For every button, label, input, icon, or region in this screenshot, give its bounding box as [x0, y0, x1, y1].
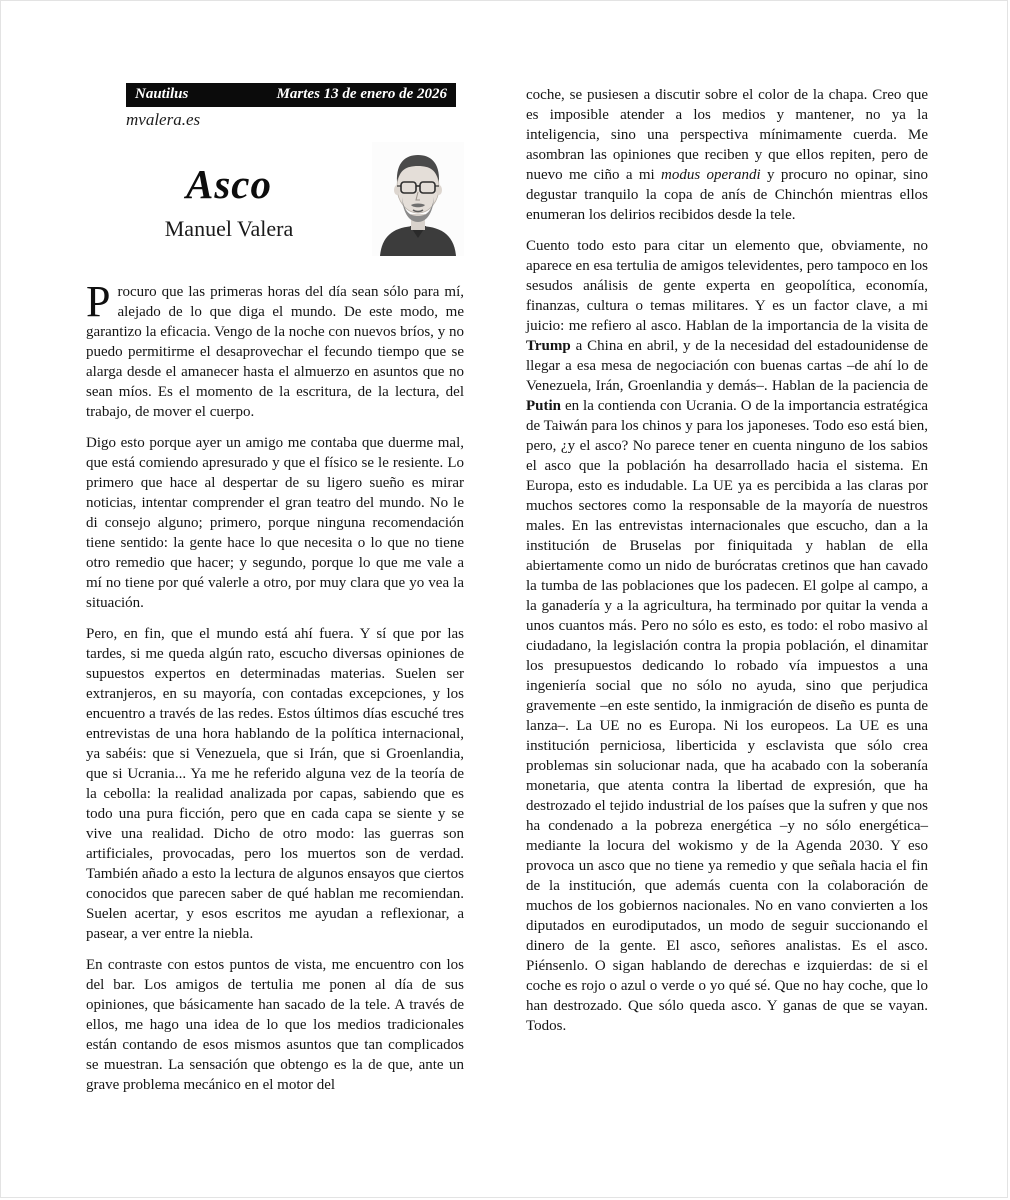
title-block: [86, 130, 372, 242]
author-portrait-image: [372, 142, 464, 256]
column-right: [526, 83, 928, 1106]
drop-cap: P: [86, 277, 111, 326]
article-paragraph: Cuento todo esto para citar un elemento que, obviamente, no aparece en esa tertulia de amigos televidentes, pero tampoco en los sesudos análisis de gente experta en geopolítica, economía, finanzas, cultura o temas militares. Y es un factor clave, a mi juicio: me refiero al asco. Hablan de la importancia de la visita de Trump a China en abril, y de la necesidad del estadounidense de llegar a esa mesa de negociación con buenas cartas –de ahí lo de Venezuela, Irán, Groenlandia y demás–. Hablan de la paciencia de Putin en la contienda con Ucrania. O de la importancia estratégica de Taiwán para los chinos y para los japoneses. Todo eso está bien, pero, ¿y el asco? No parece tener en cuenta ninguno de los sabios el asco que la población ha desarrollado hacia el sistema. En Europa, esto es indudable. La UE ya es percibida a las claras por muchos sectores como la responsable de la mayoría de nuestros males. En las entrevistas internacionales que escucho, dan a la institución de Bruselas por finiquitada y hablan de ella abiertamente como un nido de burócratas cretinos que han cavado la tumba de las poblaciones que los padecen. El golpe al campo, a la ganadería y a la agricultura, ha terminado por quitar la venda a unos cuantos más. Pero no sólo es esto, es todo: el robo masivo al ciudadano, la legislación contra la propia población, el dinamitar los presupuestos dedicando lo robado vía impuestos a una ingeniería social que no sólo no ayuda, sino que perjudica gravemente –en este sentido, la inmigración de diseño es punta de lanza–. La UE no es Europa. Ni los europeos. La UE es una institución perniciosa, liberticida y esclavista que sólo crea problemas sin solucionar nada, que ha acabado con la soberanía monetaria, que atenta contra la libertad de expresión, que ha destrozado el tejido industrial de los países que la sufren y que nos ha condenado a la pobreza energética –y no sólo energética– mediante la locura del wokismo y de la Agenda 2030. Y eso provoca un asco que no tiene ya remedio y que señala hacia el fin de la institución, que además cuenta con la colaboración de muchos de los gobiernos nacionales. No en vano convierten a los diputados en eurodiputados, un modo de seguir succionando el dinero de la gente. El asco, señores analistas. Es el asco. Piénsenlo. O sigan hablando de derechas e izquierdas: de si el coche es rojo o azul o verde o yo qué sé. Que no hay coche, que lo han destrozado. Que sólo queda asco. Y ganas de que se vayan. Todos.: [526, 238, 928, 1034]
left-column-text: [86, 277, 464, 1095]
article-paragraph: Digo esto porque ayer un amigo me contaba que duerme mal, que está comiendo apresurado y que el físico se le resiente. Lo primero que hace al despertar de su ligero sueño es mirar noticias, intentar comprender el gran teatro del mundo. No le di consejo alguno; primero, porque ninguna recomendación tiene sentido: la gente hace lo que necesita o lo que no tiene otro remedio que hacer; y segundo, porque lo que me vale a mí no tiene por qué valerle a otro, por muy clara que yo vea la situación.: [86, 435, 464, 611]
article-title: Asco: [186, 161, 272, 207]
masthead-date: Martes 13 de enero de 2026: [276, 86, 447, 102]
site-url: mvalera.es: [126, 110, 201, 129]
article-paragraph: Procuro que las primeras horas del día sean sólo para mí, alejado de lo que diga el mundo. De este modo, me garantizo la eficacia. Vengo de la noche con nuevos bríos, y no puedo permitirme el desaprovechar el fecundo tiempo que se alarga desde el amanecer hasta el almuerzo en asuntos que no sean míos. Es el momento de la escritura, de la lectura, del trabajo, de mover el cuerpo.: [86, 277, 464, 420]
article-paragraph: coche, se pusiesen a discutir sobre el color de la chapa. Creo que es imposible atender a los medios y mantener, no ya la inteligencia, sino una perspectiva mínimamente cuerda. Me asombran las opiniones que reciben y que ellos repiten, pero de nuevo me ciño a mi modus operandi y procuro no opinar, sino degustar tranquilo la copa de anís de Chinchón mientras ellos enumeran los delirios recibidos desde la tele.: [526, 87, 928, 223]
article-paragraph: Pero, en fin, que el mundo está ahí fuera. Y sí que por las tardes, si me queda algún rato, escucho diversas opiniones de supuestos expertos en determinadas materias. Suelen ser extranjeros, en su mayoría, con contadas excepciones, y los encuentro a través de las redes. Estos últimos días escuché tres entrevistas de una hora hablando de la política internacional, ya sabéis: que si Venezuela, que si Irán, que si Groenlandia, que si Ucrania... Ya me he referido alguna vez de la teoría de la cebolla: la realidad analizada por capas, sabiendo que es todo una pura ficción, pero que en cada capa se siente y se vive una realidad. Dicho de otro modo: las guerras son artificiales, provocadas, pero los muertos son de verdad. También añado a esto la lectura de algunos ensayos que ciertos conocidos que parecen saber de qué hablan me recomiendan. Suelen acertar, y esos escritos me ayudan a reflexionar, a pasear, a ver entre la niebla.: [86, 626, 464, 942]
title-row: [86, 130, 464, 256]
article-content: [86, 83, 928, 1106]
article-author: Manuel Valera: [164, 216, 294, 241]
masthead-bar: [126, 83, 456, 107]
column-left: [86, 83, 464, 1106]
masthead-brand: Nautilus: [135, 86, 189, 102]
article-paragraph: En contraste con estos puntos de vista, me encuentro con los del bar. Los amigos de tertulia me ponen al día de sus opiniones, que básicamente han sacado de la tele. A través de ellos, me hago una idea de lo que los medios tradicionales están contando de esos mismos asuntos que tan complicados se muestran. La sensación que obtengo es la de que, ante un grave problema mecánico en el motor del: [86, 957, 464, 1093]
